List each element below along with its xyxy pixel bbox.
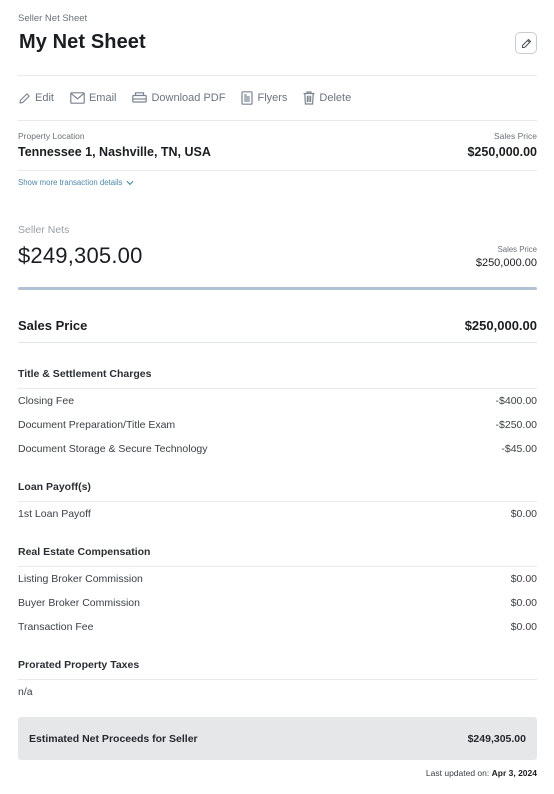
property-location-label: Property Location: [18, 131, 85, 141]
sales-price-label: Sales Price: [494, 131, 537, 141]
show-more-label: Show more transaction details: [18, 178, 123, 187]
edit-title-button[interactable]: [515, 32, 537, 54]
table-row: [18, 508, 537, 520]
delete-label: Delete: [319, 92, 352, 104]
seller-nets-bar: [18, 287, 537, 290]
envelope-icon: [70, 92, 85, 104]
sales-price-row: [18, 318, 537, 333]
sales-price-value: $250,000.00: [467, 145, 537, 159]
row-label: 1st Loan Payoff: [18, 508, 91, 520]
sales-price-row-label: Sales Price: [18, 318, 88, 333]
row-label: Buyer Broker Commission: [18, 597, 140, 609]
last-updated: [426, 768, 537, 778]
divider: [18, 679, 537, 680]
divider: [18, 566, 537, 567]
row-label: Closing Fee: [18, 395, 75, 407]
edit-label: Edit: [35, 92, 54, 104]
table-row: [18, 597, 537, 609]
seller-nets-value: $249,305.00: [18, 243, 143, 268]
breadcrumb: Seller Net Sheet: [18, 13, 88, 24]
net-proceeds-summary: [18, 717, 537, 760]
table-row: [18, 573, 537, 585]
section-heading-title-charges: Title & Settlement Charges: [18, 368, 152, 380]
email-label: Email: [88, 92, 117, 104]
row-value: $0.00: [510, 508, 537, 520]
section-heading-property-taxes: Prorated Property Taxes: [18, 659, 140, 671]
download-pdf-label: Download PDF: [151, 92, 226, 104]
row-label: Listing Broker Commission: [18, 573, 143, 585]
table-row: [18, 395, 537, 407]
divider: [18, 501, 537, 502]
delete-button[interactable]: [303, 91, 351, 105]
table-row: [18, 621, 537, 633]
last-updated-prefix: Last updated on:: [425, 768, 492, 778]
section-heading-loan-payoffs: Loan Payoff(s): [18, 481, 91, 493]
taxes-value-row: [18, 686, 537, 698]
divider: [18, 170, 537, 171]
taxes-value: n/a: [18, 686, 33, 698]
summary-sales-price-value: $250,000.00: [475, 257, 537, 269]
last-updated-date: Apr 3, 2024: [491, 768, 537, 778]
table-row: [18, 419, 537, 431]
sales-price-row-value: $250,000.00: [464, 318, 537, 333]
email-button[interactable]: [70, 92, 117, 104]
divider: [18, 75, 537, 76]
page-title: My Net Sheet: [19, 31, 146, 53]
document-icon: [241, 91, 253, 105]
row-label: Transaction Fee: [18, 621, 94, 633]
property-location-value: Tennessee 1, Nashville, TN, USA: [18, 145, 211, 159]
row-value: $0.00: [510, 573, 537, 585]
divider: [18, 120, 537, 121]
row-value: -$45.00: [501, 443, 537, 455]
chevron-down-icon: [126, 180, 134, 186]
section-heading-compensation: Real Estate Compensation: [18, 546, 151, 558]
flyers-label: Flyers: [257, 92, 288, 104]
divider: [18, 388, 537, 389]
net-proceeds-value: $249,305.00: [467, 732, 526, 745]
row-value: $0.00: [510, 621, 537, 633]
action-toolbar: [18, 89, 367, 107]
pencil-icon: [18, 92, 31, 105]
printer-icon: [132, 92, 147, 104]
row-value: $0.00: [510, 597, 537, 609]
summary-sales-price-label: Sales Price: [497, 245, 537, 254]
pencil-icon: [521, 38, 532, 49]
row-label: Document Storage & Secure Technology: [18, 443, 208, 455]
download-pdf-button[interactable]: [132, 92, 225, 104]
divider: [18, 342, 537, 343]
row-label: Document Preparation/Title Exam: [18, 419, 176, 431]
row-value: -$400.00: [495, 395, 537, 407]
trash-icon: [303, 91, 315, 105]
edit-button[interactable]: [18, 92, 54, 105]
show-more-details-link[interactable]: [18, 178, 134, 187]
net-proceeds-label: Estimated Net Proceeds for Seller: [29, 732, 198, 745]
row-value: -$250.00: [495, 419, 537, 431]
flyers-button[interactable]: [241, 91, 287, 105]
seller-nets-label: Seller Nets: [18, 224, 70, 236]
table-row: [18, 443, 537, 455]
